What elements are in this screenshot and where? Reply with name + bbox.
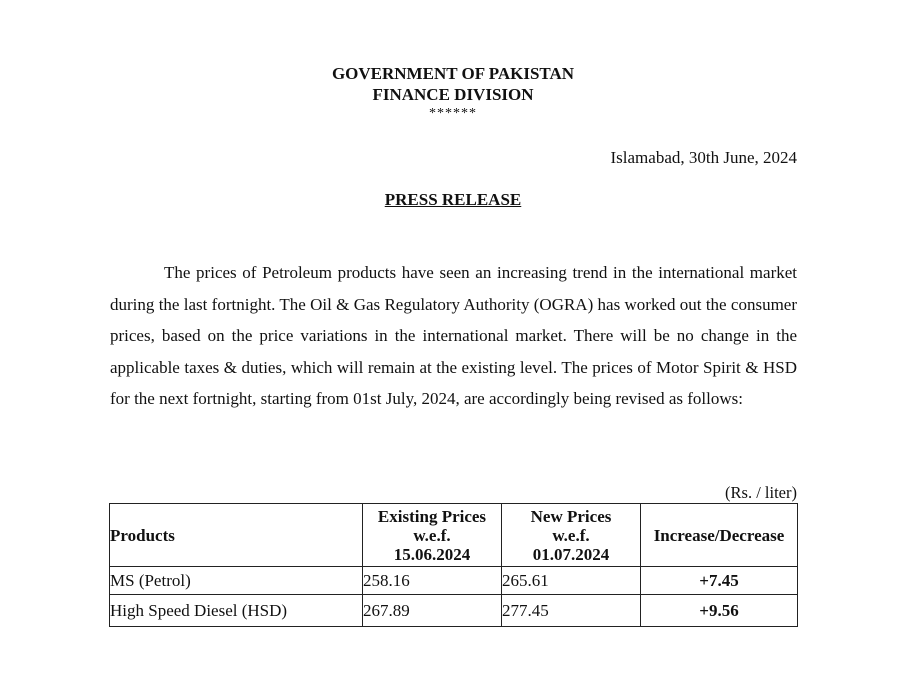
header-existing-line3: 15.06.2024	[393, 544, 471, 564]
cell-existing-price: 267.89	[363, 595, 502, 627]
cell-product: High Speed Diesel (HSD)	[110, 595, 363, 627]
header-new-line1: New Prices	[530, 506, 612, 526]
unit-note: (Rs. / liter)	[725, 483, 797, 502]
cell-existing-price: 258.16	[363, 567, 502, 595]
header-existing-line1: Existing Prices	[377, 506, 487, 526]
price-table	[109, 503, 798, 627]
cell-change: +7.45	[641, 567, 798, 595]
cell-product: MS (Petrol)	[110, 567, 363, 595]
cell-change: +9.56	[641, 595, 798, 627]
page-title: PRESS RELEASE	[384, 190, 522, 209]
date-line: Islamabad, 30th June, 2024	[610, 148, 797, 167]
header-existing-line2: w.e.f.	[413, 525, 451, 545]
header-government: GOVERNMENT OF PAKISTAN	[331, 64, 575, 83]
header-division: FINANCE DIVISION	[372, 85, 534, 104]
cell-new-price: 277.45	[502, 595, 641, 627]
table-header-row	[110, 504, 798, 567]
header-new-line3: 01.07.2024	[532, 544, 610, 564]
header-separator: ******	[429, 106, 477, 121]
table-row	[110, 595, 798, 627]
header-products: Products	[110, 504, 363, 567]
header-change: Increase/Decrease	[641, 504, 798, 567]
body-paragraph: The prices of Petroleum products have seen an increasing trend in the international market during the last fortnight. The Oil & Gas Regulatory Authority (OGRA) has worked out the consumer prices, based on the price variations in the international market. There will be no change in the applicable taxes & duties, which will remain at the existing level. The prices of Motor Spirit & HSD for the next fortnight, starting from 01st July, 2024, are accordingly being revised as follows:	[110, 263, 797, 408]
table-row	[110, 567, 798, 595]
header-new-line2: w.e.f.	[552, 525, 590, 545]
cell-new-price: 265.61	[502, 567, 641, 595]
header-existing-prices	[363, 504, 502, 567]
header-new-prices	[502, 504, 641, 567]
